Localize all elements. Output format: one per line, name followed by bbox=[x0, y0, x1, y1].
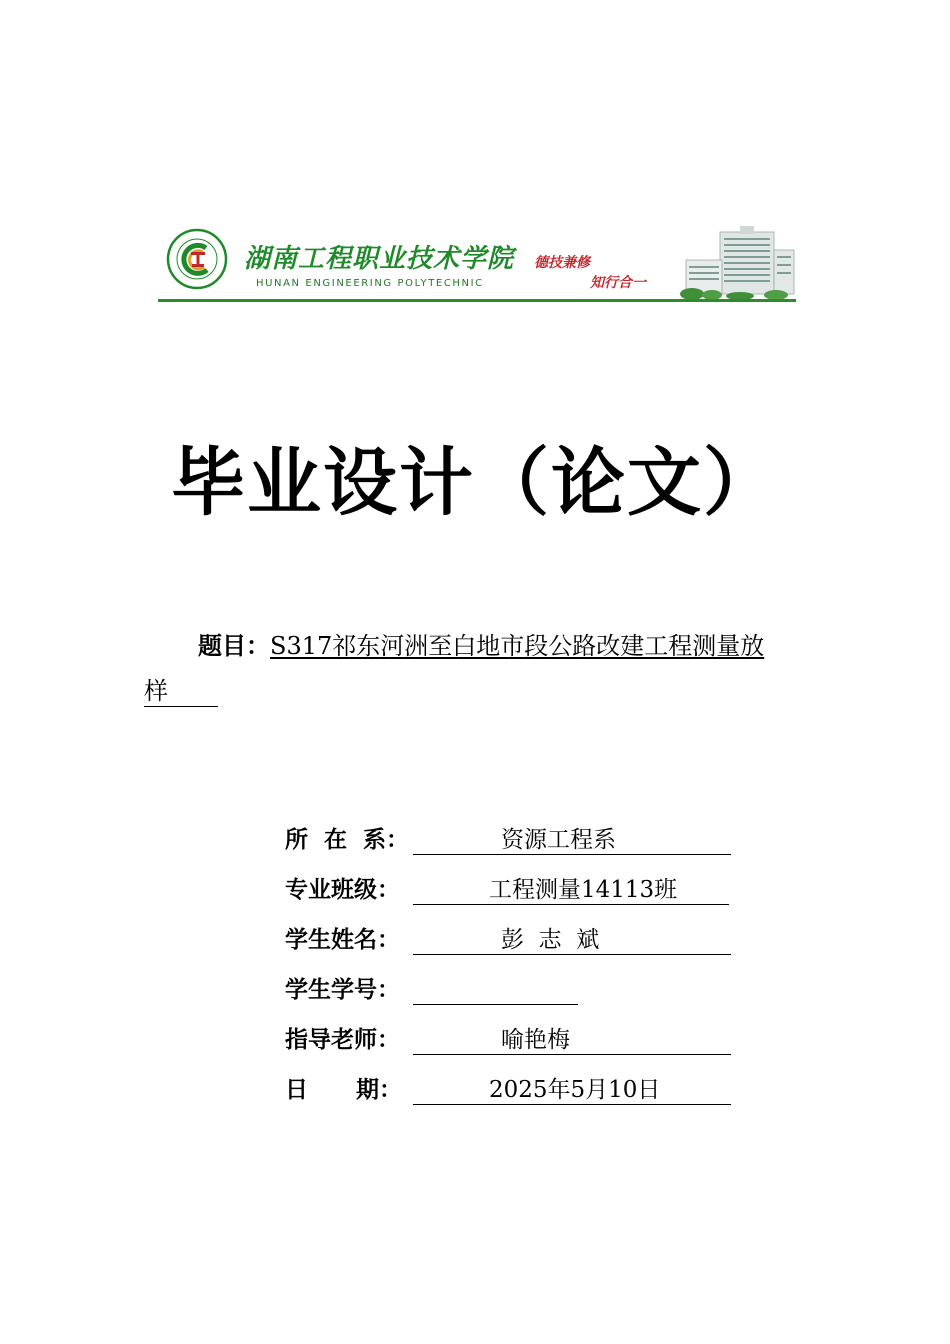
info-row-advisor bbox=[285, 1023, 745, 1057]
school-name-cn: 湖南工程职业技术学院 bbox=[244, 244, 515, 274]
school-banner bbox=[158, 222, 796, 302]
advisor-value: 喻艳梅 bbox=[501, 1027, 570, 1053]
campus-building-icon bbox=[678, 224, 796, 300]
school-emblem-icon bbox=[166, 228, 228, 290]
document-title: 毕业设计（论文） bbox=[171, 440, 779, 526]
info-row-date bbox=[285, 1073, 745, 1107]
student-name-value: 彭 志 斌 bbox=[501, 927, 600, 953]
student-id-underline bbox=[413, 1004, 578, 1005]
topic-line-1 bbox=[198, 626, 764, 661]
motto-line-1: 德技兼修 bbox=[534, 255, 590, 271]
info-row-department bbox=[285, 823, 745, 857]
info-row-student-name bbox=[285, 923, 745, 957]
info-row-major-class bbox=[285, 873, 745, 907]
major-class-label: 专业班级： bbox=[285, 877, 400, 903]
department-label: 所 在 系： bbox=[285, 827, 410, 853]
date-label: 日 期： bbox=[285, 1077, 403, 1103]
topic-value-2: 样 bbox=[144, 676, 218, 707]
topic-label: 题目： bbox=[198, 632, 270, 660]
banner-divider bbox=[158, 299, 796, 302]
advisor-underline bbox=[413, 1054, 731, 1055]
topic-value-1: S317祁东河洲至白地市段公路改建工程测量放 bbox=[270, 632, 765, 660]
student-id-label: 学生学号： bbox=[285, 977, 400, 1003]
motto-line-2: 知行合一 bbox=[590, 275, 646, 291]
department-value: 资源工程系 bbox=[501, 827, 616, 853]
major-class-value: 工程测量14113班 bbox=[489, 877, 678, 903]
topic-line-2 bbox=[144, 676, 218, 707]
info-row-student-id bbox=[285, 973, 745, 1007]
school-name-en: HUNAN ENGINEERING POLYTECHNIC bbox=[256, 278, 484, 289]
student-name-label: 学生姓名： bbox=[285, 927, 400, 953]
date-value: 2025年5月10日 bbox=[489, 1077, 661, 1103]
advisor-label: 指导老师： bbox=[285, 1027, 400, 1053]
